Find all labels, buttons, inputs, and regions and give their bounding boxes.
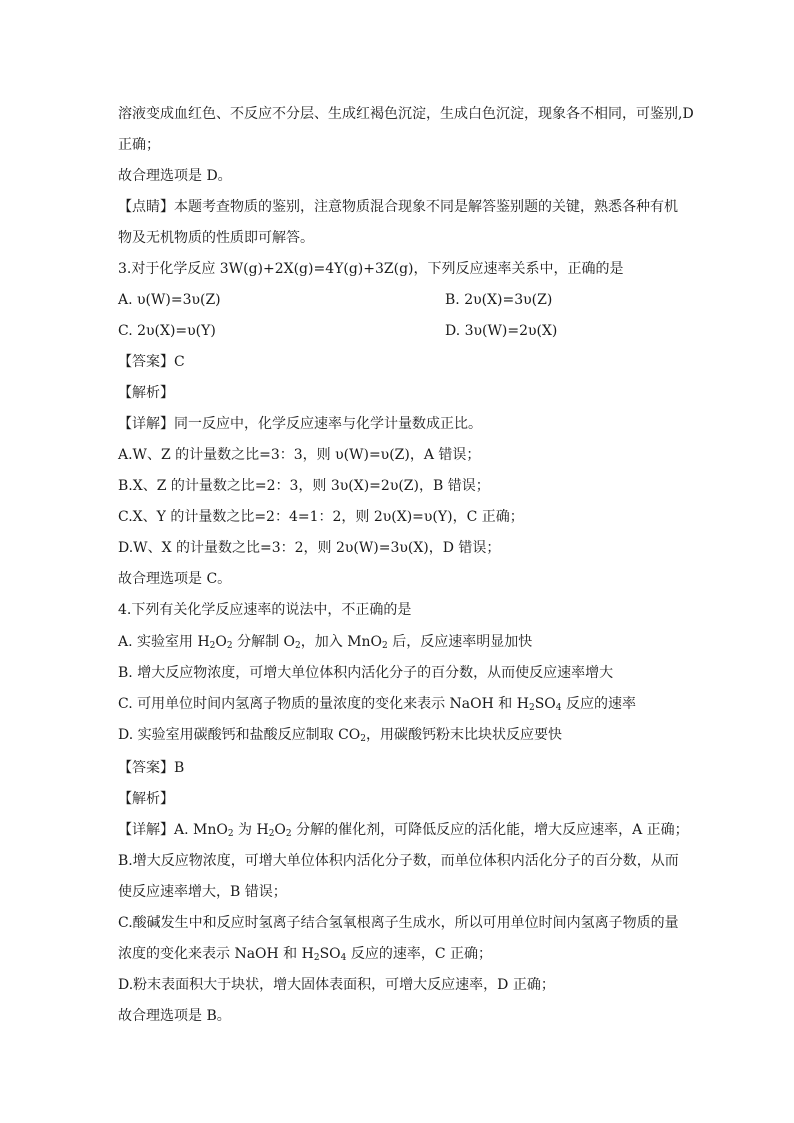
- option-b: B. 2υ(X)=3υ(Z): [445, 292, 553, 308]
- explanation-c-cont: 浓度的变化来表示 NaOH 和 $H_2SO_4$ 反应的速率，C 正确；: [118, 946, 493, 963]
- text-line: C.X、Y 的计量数之比=2：4=1：2，则 2υ(X)=υ(Y)，C 正确；: [118, 509, 524, 525]
- text-line: D.W、X 的计量数之比=3：2，则 2υ(W)=3υ(X)，D 错误；: [118, 540, 501, 556]
- text-line: 故合理选项是 C。: [118, 571, 232, 587]
- text-line: 正确；: [118, 137, 160, 153]
- text-line: A.W、Z 的计量数之比=3：3，则 υ(W)=υ(Z)，A 错误；: [118, 447, 481, 463]
- text-line: 物及无机物质的性质即可解答。: [118, 230, 314, 246]
- text-line: 【详解】同一反应中，化学反应速率与化学计量数成正比。: [118, 416, 482, 432]
- q4-option-b: B. 增大反应物浓度，可增大单位体积内活化分子的百分数，从而使反应速率增大: [118, 665, 614, 681]
- answer-label: 【答案】C: [118, 354, 185, 370]
- explanation-d: D.粉末表面积大于块状，增大固体表面积，可增大反应速率，D 正确；: [118, 977, 555, 993]
- question-4: 4.下列有关化学反应速率的说法中，不正确的是: [118, 602, 412, 618]
- text-line: 故合理选项是 B。: [118, 1008, 231, 1024]
- text-line: 溶液变成血红色、不反应不分层、生成红褐色沉淀，生成白色沉淀，现象各不相同，可鉴别,D: [118, 106, 694, 122]
- question-3: 3.对于化学反应 3W(g)+2X(g)=4Y(g)+3Z(g)，下列反应速率关系中，正确的是: [118, 261, 624, 277]
- text-line: 【点睛】本题考查物质的鉴别，注意物质混合现象不同是解答鉴别题的关键，熟悉各种有机: [118, 199, 678, 215]
- analysis-label: 【解析】: [118, 791, 174, 807]
- q4-option-a: A. 实验室用 $H_2O_2$ 分解制 $O_2$，加入 MnO$_2$ 后，反应速率明显加快: [118, 634, 533, 651]
- text-line: 故合理选项是 D。: [118, 168, 232, 184]
- option-a: A. υ(W)=3υ(Z): [118, 292, 221, 308]
- option-d: D. 3υ(W)=2υ(X): [445, 323, 558, 339]
- explanation-b: B.增大反应物浓度，可增大单位体积内活化分子数，而单位体积内活化分子的百分数，从而: [118, 853, 679, 869]
- option-c: C. 2υ(X)=υ(Y): [118, 323, 216, 339]
- explanation-a: 【详解】A. MnO$_2$ 为 $H_2O_2$ 分解的催化剂，可降低反应的活化能，增大反应速率，A 正确；: [118, 822, 689, 839]
- text-line: 使反应速率增大，B 错误；: [118, 884, 287, 900]
- q4-option-d: D. 实验室用碳酸钙和盐酸反应制取 $CO_2$，用碳酸钙粉末比块状反应要快: [118, 727, 562, 744]
- text-line: B.X、Z 的计量数之比=2：3，则 3υ(X)=2υ(Z)，B 错误；: [118, 478, 490, 494]
- q4-option-c: C. 可用单位时间内氢离子物质的量浓度的变化来表示 NaOH 和 $H_2SO_4$ 反应的速率: [118, 696, 636, 713]
- answer-label: 【答案】B: [118, 760, 185, 776]
- analysis-label: 【解析】: [118, 385, 174, 401]
- explanation-c: C.酸碱发生中和反应时氢离子结合氢氧根离子生成水，所以可用单位时间内氢离子物质的量: [118, 915, 679, 931]
